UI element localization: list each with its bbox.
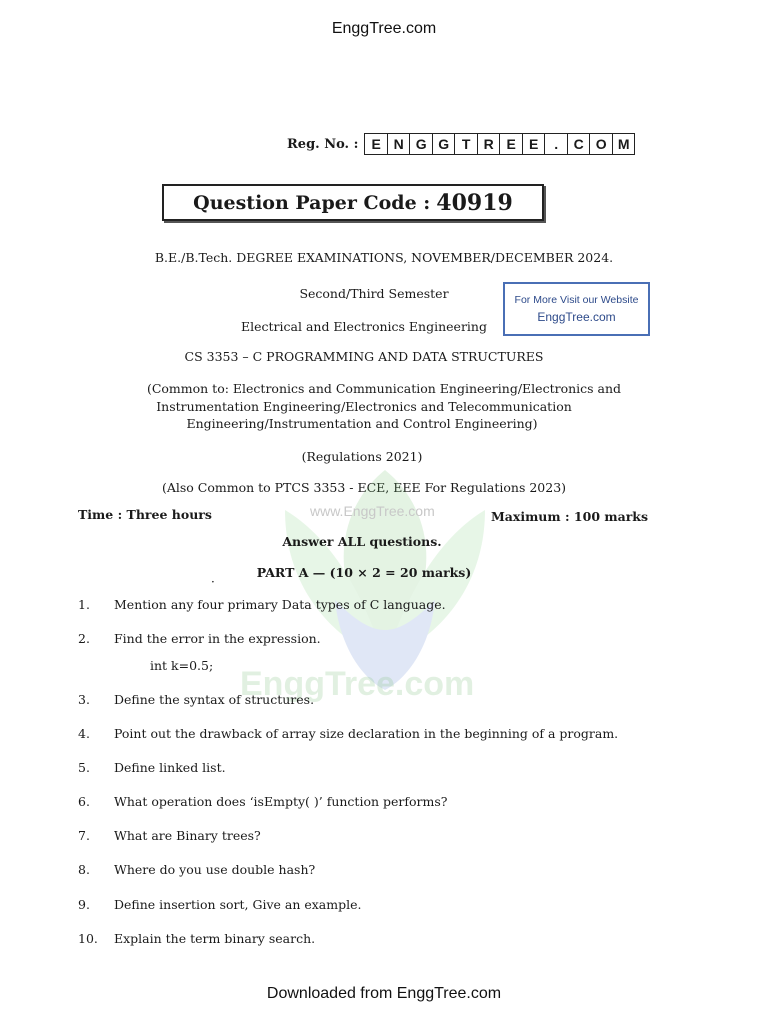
time-marks-row [78,507,648,522]
question-number: 3. [78,692,90,707]
question-text: Define linked list. [114,760,226,775]
reg-char-box: O [590,134,613,154]
common-line-3: Engineering/Instrumentation and Control Engineering) [186,416,538,431]
website-promo-box[interactable] [503,282,650,336]
part-heading: PART A — (10 × 2 = 20 marks) [256,565,472,580]
question-item [78,726,678,741]
question-number: 5. [78,760,90,775]
course-title: CS 3353 – C PROGRAMMING AND DATA STRUCTURES [184,349,544,364]
question-item [78,597,678,612]
question-item [78,794,678,809]
common-line-1: (Common to: Electronics and Communication Engineering/Electronics and [146,381,622,396]
max-marks: Maximum : 100 marks [490,509,648,524]
reg-number [287,133,635,155]
reg-char-box: M [617,136,630,152]
regulations: (Regulations 2021) [301,449,423,464]
question-item [78,931,678,946]
question-text: Mention any four primary Data types of C language. [114,597,446,612]
reg-boxes [364,133,635,155]
reg-char-box: N [388,134,411,154]
question-item [78,897,678,912]
site-header: EnggTree.com [331,20,437,37]
instruction: Answer ALL questions. [282,534,442,549]
question-item [78,760,678,775]
also-common: (Also Common to PTCS 3353 - ECE, EEE For Regulations 2023) [161,480,567,495]
question-number: 4. [78,726,90,741]
watermark-text: EnggTree.com [240,665,475,703]
reg-label: Reg. No. : [287,136,359,152]
site-footer: Downloaded from EnggTree.com [266,985,502,1002]
watermark-url: www.EnggTree.com [310,503,435,519]
reg-char-box: . [545,134,568,154]
question-item [78,692,678,707]
reg-char-box: E [365,134,388,154]
question-text: Find the error in the expression. [114,631,321,646]
question-number: 2. [78,631,90,646]
reg-char-box: T [455,134,478,154]
question-number: 7. [78,828,90,843]
time: Time : Three hours [78,507,212,522]
code-label: Question Paper Code : [193,191,431,214]
question-number: 9. [78,897,90,912]
common-line-2: Instrumentation Engineering/Electronics and Telecommunication [156,399,572,414]
question-item [78,862,678,877]
question-item [78,631,678,646]
stray-dot: · [211,575,215,589]
question-item [78,828,678,843]
question-text: Point out the drawback of array size declaration in the beginning of a program. [114,726,619,741]
reg-char-box: E [500,134,523,154]
question-text: Explain the term binary search. [114,931,316,946]
question-paper-code-box [162,184,544,221]
reg-char-box: C [568,134,591,154]
question-text: Where do you use double hash? [114,862,316,877]
reg-char-box: E [523,134,546,154]
reg-char-box: R [478,134,501,154]
question-number: 10. [78,931,98,946]
question-subline: int k=0.5; [150,658,214,673]
reg-char-box: G [410,134,433,154]
question-text: Define insertion sort, Give an example. [114,897,362,912]
question-text: Define the syntax of structures. [114,692,315,707]
exam-title: B.E./B.Tech. DEGREE EXAMINATIONS, NOVEMBER/DECEMBER 2024. [154,250,614,265]
department: Electrical and Electronics Engineering [241,319,487,334]
semester: Second/Third Semester [299,286,449,301]
promo-line-1: For More Visit our Website [514,294,639,306]
question-number: 8. [78,862,90,877]
promo-line-2: EnggTree.com [537,310,616,324]
reg-char-box: G [433,134,456,154]
question-number: 6. [78,794,90,809]
question-text: What are Binary trees? [114,828,261,843]
question-text: What operation does ‘isEmpty( )’ function performs? [114,794,448,809]
question-number: 1. [78,597,90,612]
paper-code: 40919 [436,189,513,216]
